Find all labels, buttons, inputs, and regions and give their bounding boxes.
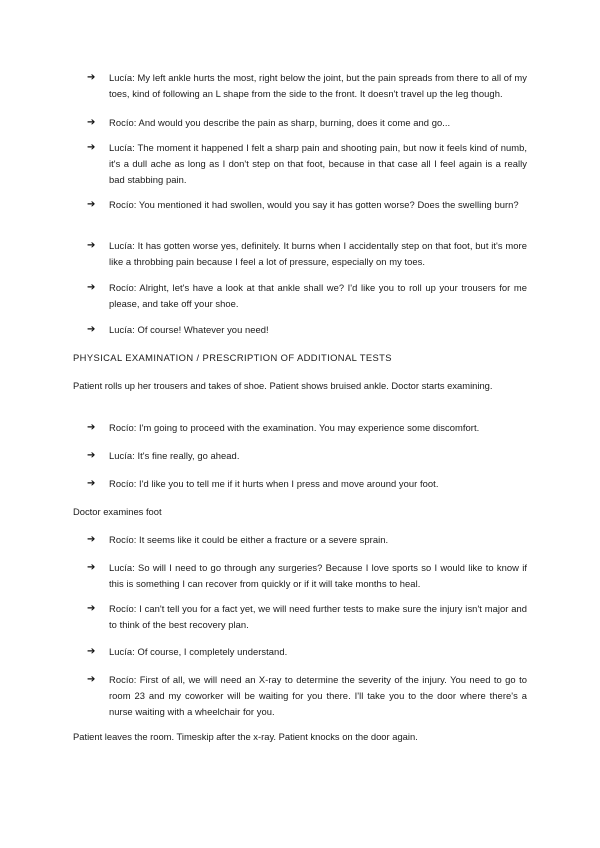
dialogue-line bbox=[87, 115, 527, 131]
dialogue-text: Rocío: I can't tell you for a fact yet, we will need further tests to make sure the injury isn't major and to think of the best recovery plan. bbox=[109, 603, 527, 631]
arrow-bullet-icon: ➔ bbox=[87, 562, 96, 573]
dialogue-text: Rocío: And would you describe the pain as sharp, burning, does it come and go... bbox=[109, 117, 451, 128]
dialogue-text: Lucía: Of course, I completely understand. bbox=[109, 646, 288, 657]
arrow-bullet-icon: ➔ bbox=[87, 646, 96, 657]
dialogue-line bbox=[87, 672, 527, 721]
dialogue-line bbox=[87, 560, 527, 592]
stage-direction: Doctor examines foot bbox=[73, 506, 162, 517]
section-heading: PHYSICAL EXAMINATION / PRESCRIPTION OF ADDITIONAL TESTS bbox=[73, 352, 392, 363]
dialogue-text: Lucía: It has gotten worse yes, definitely. It burns when I accidentally step on that foot, but it's more like a throbbing pain because I feel a lot of pressure, especially on my toes. bbox=[109, 240, 527, 268]
arrow-bullet-icon: ➔ bbox=[87, 324, 96, 335]
dialogue-text: Lucía: It's fine really, go ahead. bbox=[109, 450, 240, 461]
dialogue-line bbox=[87, 420, 527, 436]
arrow-bullet-icon: ➔ bbox=[87, 117, 96, 128]
arrow-bullet-icon: ➔ bbox=[87, 199, 96, 210]
arrow-bullet-icon: ➔ bbox=[87, 422, 96, 433]
arrow-bullet-icon: ➔ bbox=[87, 478, 96, 489]
dialogue-text: Rocío: Alright, let's have a look at that ankle shall we? I'd like you to roll up your trousers for me please, and take off your shoe. bbox=[109, 282, 527, 310]
arrow-bullet-icon: ➔ bbox=[87, 282, 96, 293]
dialogue-line bbox=[87, 476, 527, 492]
dialogue-text: Lucía: So will I need to go through any surgeries? Because I love sports so I would like to know if this is something I can recover from quickly or if it will take months to heal. bbox=[109, 562, 527, 590]
dialogue-line bbox=[87, 644, 527, 660]
dialogue-text: Rocío: First of all, we will need an X-ray to determine the severity of the injury. You need to go to room 23 and my coworker will be waiting for you there. I'll take you to the door where there's a nurse waiting with a wheelchair for you. bbox=[109, 674, 527, 718]
arrow-bullet-icon: ➔ bbox=[87, 674, 96, 685]
dialogue-line bbox=[87, 197, 527, 213]
dialogue-text: Rocío: It seems like it could be either a fracture or a severe sprain. bbox=[109, 534, 389, 545]
dialogue-line bbox=[87, 448, 527, 464]
dialogue-text: Lucía: Of course! Whatever you need! bbox=[109, 324, 269, 335]
arrow-bullet-icon: ➔ bbox=[87, 534, 96, 545]
dialogue-line bbox=[87, 70, 527, 102]
dialogue-line bbox=[87, 532, 527, 548]
dialogue-text: Lucía: My left ankle hurts the most, right below the joint, but the pain spreads from there to all of my toes, kind of following an L shape from the side to the front. It doesn't travel up the leg though. bbox=[109, 72, 527, 100]
dialogue-line bbox=[87, 280, 527, 312]
dialogue-line bbox=[87, 601, 527, 633]
stage-direction: Patient rolls up her trousers and takes of shoe. Patient shows bruised ankle. Doctor starts examining. bbox=[73, 380, 493, 391]
arrow-bullet-icon: ➔ bbox=[87, 450, 96, 461]
stage-direction: Patient leaves the room. Timeskip after the x-ray. Patient knocks on the door again. bbox=[73, 731, 418, 742]
arrow-bullet-icon: ➔ bbox=[87, 240, 96, 251]
dialogue-line bbox=[87, 238, 527, 270]
dialogue-text: Rocío: I'm going to proceed with the examination. You may experience some discomfort. bbox=[109, 422, 480, 433]
arrow-bullet-icon: ➔ bbox=[87, 603, 96, 614]
dialogue-line bbox=[87, 322, 527, 338]
arrow-bullet-icon: ➔ bbox=[87, 72, 96, 83]
dialogue-text: Lucía: The moment it happened I felt a sharp pain and shooting pain, but now it feels kind of numb, it's a dull ache as long as I don't step on that foot, because in that case all I feel again is a really bad stabbing pain. bbox=[109, 142, 527, 186]
arrow-bullet-icon: ➔ bbox=[87, 142, 96, 153]
dialogue-text: Rocío: You mentioned it had swollen, would you say it has gotten worse? Does the swelling burn? bbox=[109, 199, 519, 210]
dialogue-line bbox=[87, 140, 527, 189]
dialogue-text: Rocío: I'd like you to tell me if it hurts when I press and move around your foot. bbox=[109, 478, 439, 489]
